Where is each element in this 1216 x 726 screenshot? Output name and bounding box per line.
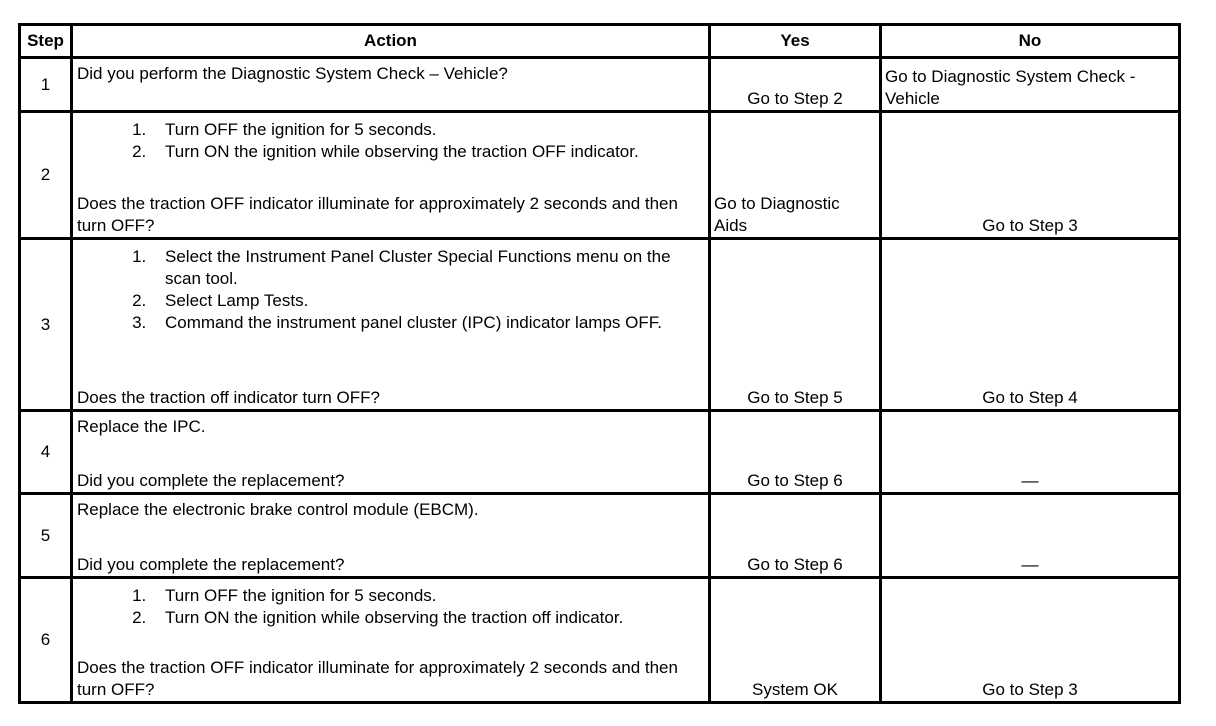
no-cell bbox=[881, 494, 1180, 578]
table-row bbox=[20, 411, 1180, 494]
yes-action: Go to Diagnostic Aids bbox=[714, 194, 840, 235]
action-cell bbox=[72, 411, 710, 494]
no-action: Go to Step 3 bbox=[982, 216, 1078, 235]
no-cell bbox=[881, 411, 1180, 494]
no-action: Go to Step 4 bbox=[982, 388, 1078, 407]
action-text: Replace the electronic brake control module (EBCM). bbox=[77, 500, 479, 519]
action-question: Does the traction off indicator turn OFF? bbox=[77, 388, 380, 407]
step-number: 4 bbox=[20, 411, 72, 494]
step-item: 1. Turn OFF the ignition for 5 seconds. bbox=[151, 119, 708, 141]
yes-cell bbox=[710, 239, 881, 411]
table-row bbox=[20, 58, 1180, 112]
yes-cell bbox=[710, 112, 881, 239]
no-cell bbox=[881, 58, 1180, 112]
action-text: Replace the IPC. bbox=[77, 417, 206, 436]
header-yes: Yes bbox=[710, 25, 881, 58]
action-steps bbox=[73, 246, 708, 334]
step-item: 1. Select the Instrument Panel Cluster Special Functions menu on the scan tool. bbox=[151, 246, 708, 290]
header-no: No bbox=[881, 25, 1180, 58]
step-item: 2. Turn ON the ignition while observing the traction off indicator. bbox=[151, 607, 708, 629]
action-question: Did you complete the replacement? bbox=[77, 555, 345, 574]
step-number: 2 bbox=[20, 112, 72, 239]
step-number: 3 bbox=[20, 239, 72, 411]
action-text: Did you perform the Diagnostic System Check – Vehicle? bbox=[77, 64, 508, 83]
diagnostic-table bbox=[18, 23, 1181, 704]
action-cell bbox=[72, 578, 710, 703]
no-action: Go to Diagnostic System Check - Vehicle bbox=[885, 67, 1136, 108]
step-number: 6 bbox=[20, 578, 72, 703]
table-row bbox=[20, 494, 1180, 578]
header-action: Action bbox=[72, 25, 710, 58]
yes-action: Go to Step 6 bbox=[747, 471, 843, 490]
no-cell bbox=[881, 578, 1180, 703]
step-item: 2. Select Lamp Tests. bbox=[151, 290, 708, 312]
yes-cell bbox=[710, 411, 881, 494]
header-row bbox=[20, 25, 1180, 58]
yes-action: Go to Step 5 bbox=[747, 388, 843, 407]
step-number: 5 bbox=[20, 494, 72, 578]
step-item: 1. Turn OFF the ignition for 5 seconds. bbox=[151, 585, 708, 607]
yes-action: Go to Step 2 bbox=[747, 89, 843, 108]
action-cell bbox=[72, 112, 710, 239]
action-question: Does the traction OFF indicator illuminate for approximately 2 seconds and then turn OFF? bbox=[77, 194, 678, 235]
yes-cell bbox=[710, 494, 881, 578]
step-item: 2. Turn ON the ignition while observing the traction OFF indicator. bbox=[151, 141, 708, 163]
action-steps bbox=[73, 119, 708, 163]
step-number: 1 bbox=[20, 58, 72, 112]
yes-cell bbox=[710, 578, 881, 703]
yes-action: System OK bbox=[752, 680, 838, 699]
yes-action: Go to Step 6 bbox=[747, 555, 843, 574]
no-cell bbox=[881, 239, 1180, 411]
step-item: 3. Command the instrument panel cluster (IPC) indicator lamps OFF. bbox=[151, 312, 708, 334]
action-question: Did you complete the replacement? bbox=[77, 471, 345, 490]
action-cell bbox=[72, 58, 710, 112]
action-question: Does the traction OFF indicator illuminate for approximately 2 seconds and then turn OFF? bbox=[77, 658, 678, 699]
no-cell bbox=[881, 112, 1180, 239]
no-action: — bbox=[1021, 471, 1039, 490]
action-steps bbox=[73, 585, 708, 629]
table-row bbox=[20, 239, 1180, 411]
header-step: Step bbox=[20, 25, 72, 58]
table-row bbox=[20, 112, 1180, 239]
no-action: Go to Step 3 bbox=[982, 680, 1078, 699]
action-cell bbox=[72, 494, 710, 578]
yes-cell bbox=[710, 58, 881, 112]
no-action: — bbox=[1021, 555, 1039, 574]
action-cell bbox=[72, 239, 710, 411]
table-row bbox=[20, 578, 1180, 703]
